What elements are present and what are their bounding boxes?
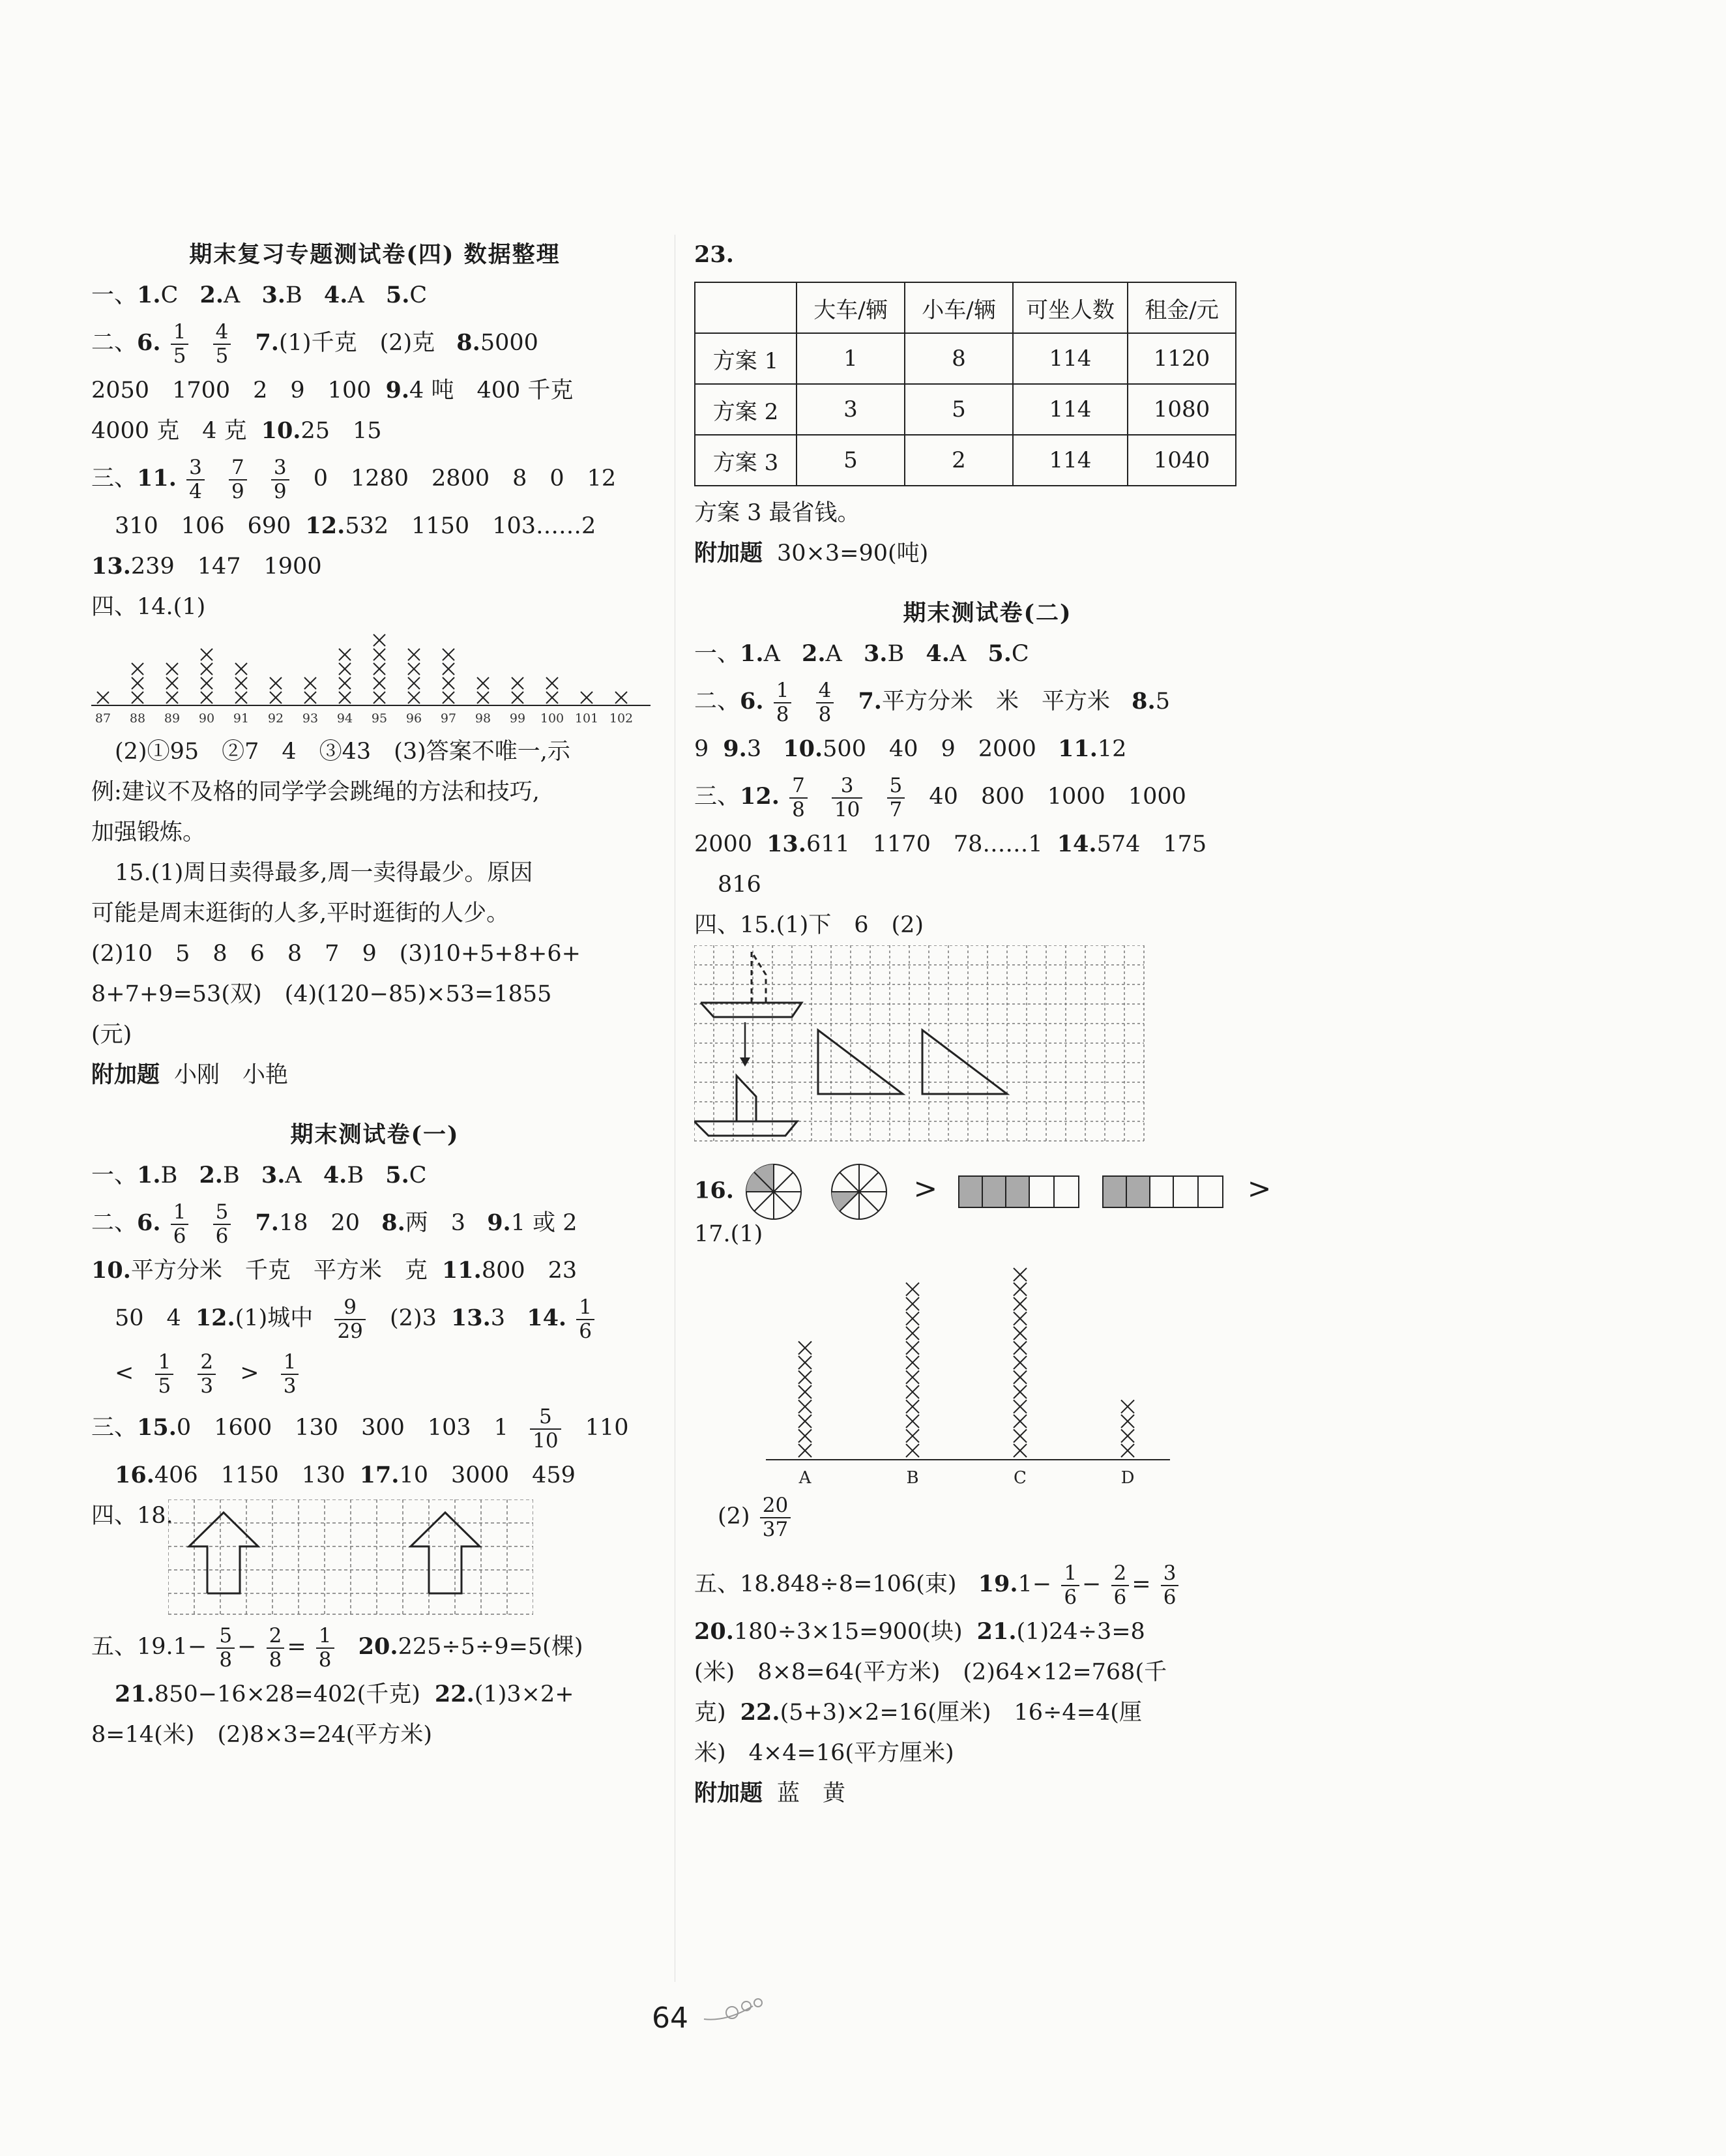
answer-line: 50 4 12.(1)城中 $\frac{9}{29}$ (2)3 13.3 14. $\frac{1}{6}$: [91, 1291, 658, 1346]
section-title-test-1: 期末测试卷(一): [290, 1121, 460, 1148]
answer-line: 310 106 690 12.532 1150 103……2: [115, 512, 596, 539]
bar-category-label: B: [906, 1468, 919, 1488]
bar-tally-mark: [798, 1342, 812, 1355]
tally-axis-tick-label: 97: [440, 711, 457, 726]
bar-tally-mark: [1014, 1327, 1027, 1340]
fraction: $\frac{2}{6}$: [1111, 1562, 1130, 1608]
bar-tally-mark: [906, 1371, 919, 1384]
tally-mark: [201, 677, 212, 689]
table-header-cell: 大车/辆: [797, 282, 905, 333]
bar-tally-mark: [1014, 1283, 1027, 1296]
bar-tally-mark: [906, 1342, 919, 1355]
bar-tally-mark: [1014, 1356, 1027, 1369]
tally-mark: [270, 677, 282, 689]
bar-tally-mark: [1014, 1444, 1027, 1457]
answer-line: 21.850−16×28=402(千克) 22.(1)3×2+: [115, 1681, 574, 1707]
bar-tally-mark: [906, 1356, 919, 1369]
answer-line: 10.平方分米 千克 平方米 克 11.800 23: [91, 1257, 578, 1284]
tally-mark: [408, 649, 420, 660]
tally-mark: [443, 677, 454, 689]
answer-line: 方案 3 最省钱。: [694, 500, 860, 526]
tally-mark: [373, 692, 385, 703]
tally-axis-tick-label: 90: [198, 711, 215, 726]
boat-sail-original: [752, 952, 766, 1003]
bar-tally-mark: [906, 1297, 919, 1310]
answer-line: 四、14.(1): [91, 594, 206, 620]
answer-line: 8=14(米) (2)8×3=24(平方米): [91, 1722, 433, 1748]
tally-axis-tick-label: 101: [574, 711, 599, 726]
answer-line: 三、15.0 1600 130 300 103 1 $\frac{5}{10}$ 110: [91, 1405, 629, 1453]
bar-category-label: C: [1014, 1468, 1027, 1488]
bar-tally-mark: [798, 1356, 812, 1369]
tally-axis-tick-label: 100: [540, 711, 564, 726]
answer-line: 8+7+9=53(双) (4)(120−85)×53=1855: [91, 981, 552, 1007]
fraction: $\frac{1}{6}$: [171, 1201, 189, 1247]
arrow-right-shape: [411, 1513, 480, 1593]
fraction: $\frac{2}{3}$: [197, 1351, 216, 1396]
fraction-bar-1: [958, 1174, 1081, 1210]
bar-tally-mark: [798, 1400, 812, 1413]
fraction: $\frac{3}{10}$: [832, 775, 862, 820]
tally-mark: [166, 677, 178, 689]
tally-mark: [235, 677, 247, 689]
bar-tally-mark: [798, 1371, 812, 1384]
tally-axis-tick-label: 96: [405, 711, 422, 726]
table-row: 方案 2 3 5 114 1080: [695, 384, 1236, 435]
bar-tally-mark: [1014, 1268, 1027, 1281]
tally-mark: [97, 692, 109, 703]
fraction: $\frac{7}{8}$: [789, 775, 808, 820]
answer-line: 可能是周末逛街的人多,平时逛街的人少。: [91, 900, 510, 926]
bar-category-label: A: [798, 1468, 812, 1488]
tally-mark: [339, 649, 351, 660]
tally-mark: [201, 692, 212, 703]
bar-category-label: D: [1120, 1468, 1135, 1488]
grid-answer-18: 四、18.: [91, 1496, 658, 1619]
bar-tally-mark: [906, 1400, 919, 1413]
answer-line: 一、1.B 2.B 3.A 4.B 5.C: [91, 1162, 427, 1189]
fraction: $\frac{5}{8}$: [216, 1625, 235, 1670]
answer-line: 附加题 30×3=90(吨): [694, 540, 929, 567]
tally-mark: [373, 677, 385, 689]
answer-line: 克) 22.(5+3)×2=16(厘米) 16÷4=4(厘: [694, 1699, 1142, 1726]
tally-axis-tick-label: 99: [509, 711, 526, 726]
answer-line: 三、11. $\frac{3}{4}$ $\frac{7}{9}$ $\frac{3}{9}$ 0 1280 2800 8 0 12: [91, 456, 617, 503]
arrow-grid-figure: [168, 1499, 533, 1617]
fraction: $\frac{5}{6}$: [213, 1201, 231, 1247]
table-header-row: [695, 282, 1236, 333]
tally-mark: [166, 663, 178, 675]
tally-mark: [166, 692, 178, 703]
answer-line: 二、6. $\frac{1}{8}$ $\frac{4}{8}$ 7.平方分米 米 平方米 8.5: [694, 679, 1170, 726]
bar-tally-mark: [798, 1430, 812, 1443]
fraction: $\frac{9}{29}$: [334, 1296, 365, 1342]
fraction: $\frac{1}{6}$: [1061, 1562, 1079, 1608]
answer-line: 16.406 1150 130 17.10 3000 459: [115, 1462, 576, 1488]
bar-tally-mark: [1014, 1371, 1027, 1384]
bar-tally-mark: [1014, 1400, 1027, 1413]
question-23-label: 23.: [694, 241, 734, 268]
answer-line: 附加题 小刚 小艳: [91, 1061, 289, 1088]
tally-mark: [339, 677, 351, 689]
fraction: $\frac{7}{9}$: [229, 456, 247, 502]
bar-tally-mark: [1121, 1415, 1134, 1428]
answer-line: 五、19.1− $\frac{5}{8}$ − $\frac{2}{8}$ = $\frac{1}{8}$ 20.225÷5÷9=5(棵): [91, 1624, 583, 1672]
boat-original: [701, 1003, 802, 1017]
bar-tally-mark: [1014, 1385, 1027, 1398]
bar-tally-mark: [906, 1444, 919, 1457]
bar-tally-mark: [906, 1283, 919, 1296]
tally-axis-tick-label: 88: [129, 711, 146, 726]
tally-mark: [373, 663, 385, 675]
fraction: $\frac{3}{9}$: [271, 456, 289, 502]
answer-line: (2)10 5 8 6 8 7 9 (3)10+5+8+6+: [91, 941, 581, 967]
bar-tally-mark: [1121, 1430, 1134, 1443]
tally-mark: [132, 663, 143, 675]
bar-tally-mark: [1014, 1297, 1027, 1310]
bar-tally-mark: [798, 1415, 812, 1428]
tally-mark: [304, 677, 316, 689]
answer-line: 二、6. $\frac{1}{5}$ $\frac{4}{5}$ 7.(1)千克 (2)克 8.5000: [91, 320, 538, 368]
answer-line: 例:建议不及格的同学学会跳绳的方法和技巧,: [91, 779, 540, 805]
tally-mark: [132, 692, 143, 703]
bar-tally-mark: [1014, 1430, 1027, 1443]
fraction: $\frac{1}{3}$: [281, 1351, 299, 1396]
tally-mark: [512, 692, 523, 703]
fraction: $\frac{1}{5}$: [155, 1351, 173, 1396]
answer-line: 一、1.A 2.A 3.B 4.A 5.C: [694, 640, 1029, 667]
bar-tally-mark: [1014, 1342, 1027, 1355]
bar-tally-mark: [906, 1327, 919, 1340]
tally-mark: [373, 649, 385, 660]
answer-line: 2050 1700 2 9 100 9.4 吨 400 千克: [91, 377, 574, 404]
tally-mark: [443, 649, 454, 660]
answer-line: 米) 4×4=16(平方厘米): [694, 1740, 954, 1766]
fraction: $\frac{5}{10}$: [530, 1406, 561, 1451]
triangle-2: [922, 1030, 1007, 1094]
left-column: [91, 235, 658, 1755]
tally-mark: [373, 634, 385, 646]
fraction-bar-2: [1102, 1174, 1225, 1210]
table-row: 方案 1 1 8 114 1120: [695, 333, 1236, 384]
answer-line: < $\frac{1}{5}$ $\frac{2}{3}$ > $\frac{1}{3}$: [91, 1346, 658, 1400]
tally-mark: [443, 663, 454, 675]
tally-mark: [615, 692, 627, 703]
tally-mark: [477, 677, 489, 689]
tally-axis-tick-label: 87: [95, 711, 111, 726]
tally-mark: [477, 692, 489, 703]
table-header-cell: 小车/辆: [905, 282, 1013, 333]
page-number: 64: [652, 2001, 688, 2035]
tally-mark: [235, 663, 247, 675]
tally-mark: [546, 692, 558, 703]
answer-line: 一、1.C 2.A 3.B 4.A 5.C: [91, 282, 428, 308]
answer-line: 加强锻炼。: [91, 820, 206, 846]
answer-line: 附加题 蓝 黄: [694, 1780, 846, 1807]
fraction: $\frac{3}{6}$: [1161, 1562, 1179, 1608]
answer-line: 三、12. $\frac{7}{8}$ $\frac{3}{10}$ $\frac{5}{7}$ 40 800 1000 1000: [694, 774, 1186, 821]
answer-line: 17.(1): [694, 1221, 763, 1247]
tally-mark: [201, 649, 212, 660]
tally-mark: [443, 692, 454, 703]
tally-mark: [339, 692, 351, 703]
bar-tally-mark: [1014, 1312, 1027, 1325]
answer-line: 2000 13.611 1170 78……1 14.574 175: [694, 831, 1207, 857]
tally-mark: [201, 663, 212, 675]
tally-mark: [408, 677, 420, 689]
bar-tally-mark: [906, 1385, 919, 1398]
fraction: $\frac{4}{5}$: [213, 321, 231, 366]
answer-line: 20.180÷3×15=900(块) 21.(1)24÷3=8: [694, 1618, 1145, 1645]
tally-mark: [132, 677, 143, 689]
tally-axis-tick-label: 92: [267, 711, 284, 726]
fraction: $\frac{20}{37}$: [760, 1494, 791, 1540]
flower-decoration-icon: [701, 1996, 772, 2029]
section-title-test-2: 期末测试卷(二): [903, 600, 1072, 627]
tally-axis-tick-label: 91: [233, 711, 250, 726]
bar-tally-mark: [798, 1444, 812, 1457]
tally-chart: [91, 627, 652, 731]
bar-tally-mark: [1121, 1444, 1134, 1457]
table-header-cell: [695, 282, 797, 333]
answer-line: (米) 8×8=64(平方米) (2)64×12=768(千: [694, 1659, 1167, 1685]
bar-tally-mark: [906, 1415, 919, 1428]
right-column: [694, 235, 1281, 1814]
tally-mark: [235, 692, 247, 703]
answer-line: 4000 克 4 克 10.25 15: [91, 417, 382, 444]
answer-line: 816: [718, 872, 761, 898]
fraction: $\frac{2}{8}$: [267, 1625, 285, 1670]
tally-axis-tick-label: 98: [475, 711, 491, 726]
rental-plan-table: [694, 282, 1236, 486]
boat-moved: [694, 1121, 797, 1136]
tally-mark: [581, 692, 592, 703]
tally-mark: [546, 677, 558, 689]
bar-tally-mark: [1121, 1400, 1134, 1413]
answer-line: 13.239 147 1900: [91, 553, 322, 580]
fraction: $\frac{5}{7}$: [887, 775, 905, 820]
bar-tally-mark: [798, 1385, 812, 1398]
fraction: $\frac{3}{4}$: [186, 456, 205, 502]
bar-tally-mark: [1014, 1415, 1027, 1428]
answer-line: (元): [91, 1022, 132, 1048]
answer-line: 四、15.(1)下 6 (2): [694, 912, 924, 938]
tally-axis-tick-label: 89: [164, 711, 181, 726]
table-header-cell: 租金/元: [1128, 282, 1236, 333]
tally-mark: [339, 663, 351, 675]
tally-mark: [304, 692, 316, 703]
fraction: $\frac{1}{6}$: [576, 1296, 594, 1342]
fraction: $\frac{1}{5}$: [171, 321, 189, 366]
bar-tally-mark: [906, 1430, 919, 1443]
tally-axis-tick-label: 95: [371, 711, 388, 726]
fraction: $\frac{1}{8}$: [774, 679, 792, 725]
arrow-head: [740, 1057, 750, 1067]
answer-line: 15.(1)周日卖得最多,周一卖得最少。原因: [115, 860, 533, 886]
table-row: 方案 3 5 2 114 1040: [695, 435, 1236, 486]
fraction: $\frac{1}{8}$: [316, 1625, 334, 1670]
tally-mark: [408, 692, 420, 703]
answer-line: 五、18.848÷8=106(束) 19.1− $\frac{1}{6}$ − $\frac{2}{6}$ = $\frac{3}{6}$: [694, 1557, 1281, 1612]
tally-mark: [512, 677, 523, 689]
tally-axis-tick-label: 94: [336, 711, 353, 726]
boat-triangle-grid-figure: [694, 945, 1150, 1154]
answer-line: (2) $\frac{20}{37}$: [694, 1489, 1281, 1544]
tally-axis-tick-label: 102: [609, 711, 634, 726]
tally-axis-tick-label: 93: [302, 711, 319, 726]
tally-mark: [270, 692, 282, 703]
bar-tally-mark: [906, 1312, 919, 1325]
arrow-left-shape: [189, 1513, 258, 1593]
answer-line: 9 9.3 10.500 40 9 2000 11.12: [694, 735, 1127, 762]
fraction: $\frac{4}{8}$: [816, 679, 834, 725]
answer-line: 16. > >: [694, 1159, 1281, 1214]
tally-mark: [408, 663, 420, 675]
table-header-cell: 可坐人数: [1013, 282, 1128, 333]
answer-line: 二、6. $\frac{1}{6}$ $\frac{5}{6}$ 7.18 20 8.两 3 9.1 或 2: [91, 1200, 578, 1248]
answer-line: (2)①95 ②7 4 ③43 (3)答案不唯一,示: [115, 739, 570, 765]
section-title-review-4: 期末复习专题测试卷(四) 数据整理: [189, 241, 561, 268]
